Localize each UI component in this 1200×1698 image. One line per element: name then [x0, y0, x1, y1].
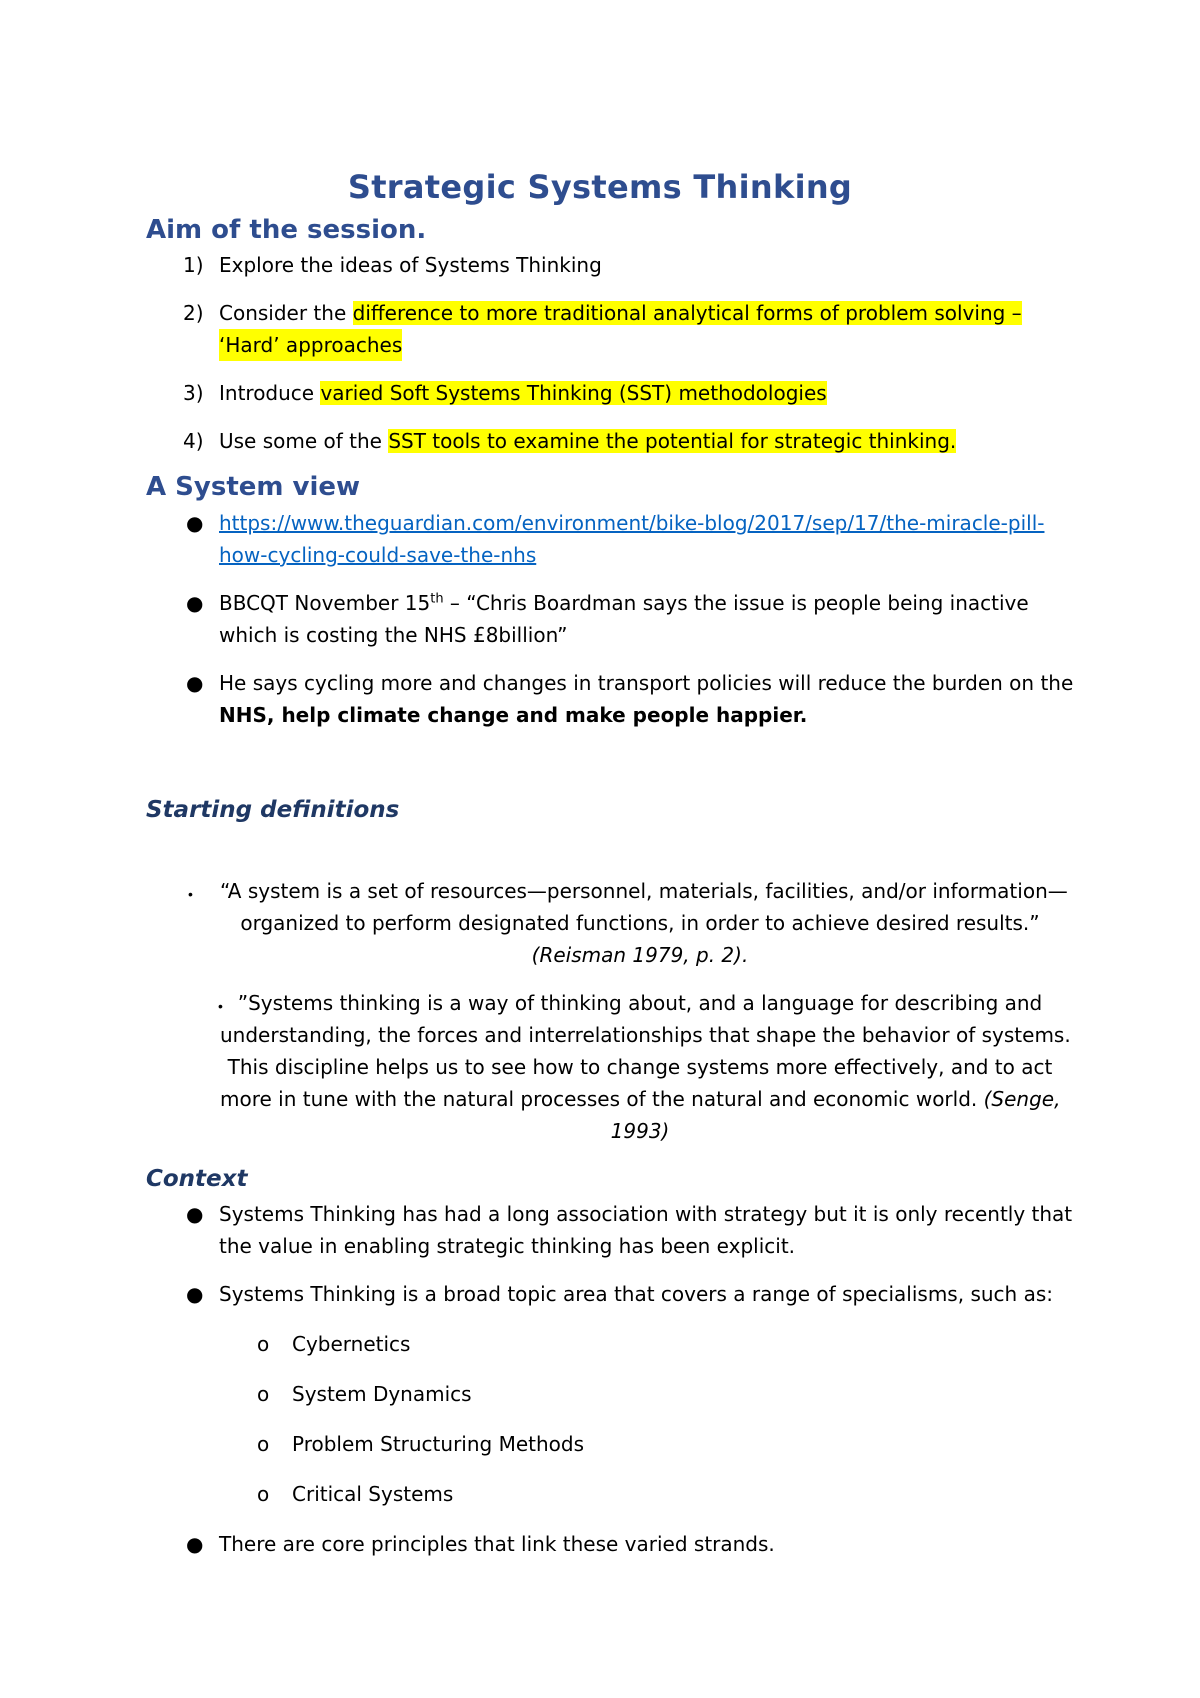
aim-item-text: [219, 297, 1022, 329]
bullet-text: There are core principles that link these varied strands.: [219, 1532, 775, 1556]
highlighted-text: SST tools to examine the potential for strategic thinking.: [388, 429, 957, 453]
bullet-icon: ●: [186, 591, 204, 615]
circle-bullet-icon: o: [257, 1482, 270, 1506]
circle-bullet-icon: o: [257, 1432, 270, 1456]
definition-text: more in tune with the natural processes of the natural and economic world.: [220, 1087, 984, 1111]
sub-item-text: Critical Systems: [292, 1482, 454, 1506]
definition-2-line-4: [220, 1083, 1060, 1115]
aim-item-number: 3): [183, 381, 204, 405]
aim-item-number: 2): [183, 301, 204, 325]
system-view-heading: A System view: [146, 472, 361, 502]
definition-1-citation: (Reisman 1979, p. 2).: [531, 943, 749, 967]
aim-item-number: 1): [183, 253, 204, 277]
definition-2-citation-year: 1993): [610, 1119, 670, 1143]
aim-item-plain: Consider the: [219, 301, 353, 325]
bullet-icon: ●: [186, 671, 204, 695]
aim-item-text: [219, 425, 956, 457]
highlighted-text: varied Soft Systems Thinking (SST) methodologies: [320, 381, 827, 405]
bullet-text: [219, 587, 1029, 619]
definition-2-line-3: This discipline helps us to see how to change systems more effectively, and to act: [227, 1055, 1053, 1079]
bbc-text: BBCQT November 15: [219, 591, 431, 615]
bold-text: NHS, help climate change and make people happier.: [219, 703, 808, 727]
definition-2-line-1: ”Systems thinking is a way of thinking about, and a language for describing and: [237, 991, 1043, 1015]
bullet-icon: •: [188, 886, 193, 902]
bullet-icon: ●: [186, 511, 204, 535]
bbc-quote: – “Chris Boardman says the issue is people being inactive: [443, 591, 1029, 615]
definitions-heading: Starting definitions: [146, 797, 400, 823]
definition-1-line-1: “A system is a set of resources—personnel, materials, facilities, and/or information—: [220, 879, 1068, 903]
bullet-text: Systems Thinking has had a long association with strategy but it is only recently that: [219, 1202, 1073, 1226]
sub-item-text: System Dynamics: [292, 1382, 472, 1406]
aim-item-plain: Use some of the: [219, 429, 389, 453]
bullet-text: which is costing the NHS £8billion”: [219, 623, 568, 647]
sub-item-text: Cybernetics: [292, 1332, 411, 1356]
circle-bullet-icon: o: [257, 1382, 270, 1406]
highlighted-text: ‘Hard’ approaches: [219, 329, 402, 361]
bullet-text: Systems Thinking is a broad topic area that covers a range of specialisms, such as:: [219, 1282, 1053, 1306]
aim-item-number: 4): [183, 429, 204, 453]
document-title: Strategic Systems Thinking: [347, 168, 853, 206]
definition-2-line-2: understanding, the forces and interrelationships that shape the behavior of systems.: [220, 1023, 1071, 1047]
bullet-text: He says cycling more and changes in transport policies will reduce the burden on the: [219, 671, 1074, 695]
bullet-icon: •: [218, 998, 223, 1014]
aim-heading: Aim of the session.: [146, 215, 427, 245]
aim-item-text: [219, 377, 827, 409]
guardian-link-continued[interactable]: how-cycling-could-save-the-nhs: [219, 543, 537, 567]
definition-1-line-2: organized to perform designated functions, in order to achieve desired results.”: [240, 911, 1040, 935]
bullet-text: the value in enabling strategic thinking has been explicit.: [219, 1234, 796, 1258]
highlighted-text: difference to more traditional analytical forms of problem solving –: [352, 301, 1022, 325]
aim-item-text: Explore the ideas of Systems Thinking: [219, 253, 602, 277]
circle-bullet-icon: o: [257, 1332, 270, 1356]
bullet-icon: ●: [186, 1532, 204, 1556]
bullet-icon: ●: [186, 1282, 204, 1306]
bullet-icon: ●: [186, 1202, 204, 1226]
superscript: th: [430, 591, 444, 607]
aim-item-plain: Introduce: [219, 381, 321, 405]
guardian-link[interactable]: https://www.theguardian.com/environment/bike-blog/2017/sep/17/the-miracle-pill-: [219, 511, 1045, 535]
citation: (Senge,: [983, 1087, 1061, 1111]
context-heading: Context: [146, 1166, 248, 1192]
sub-item-text: Problem Structuring Methods: [292, 1432, 585, 1456]
